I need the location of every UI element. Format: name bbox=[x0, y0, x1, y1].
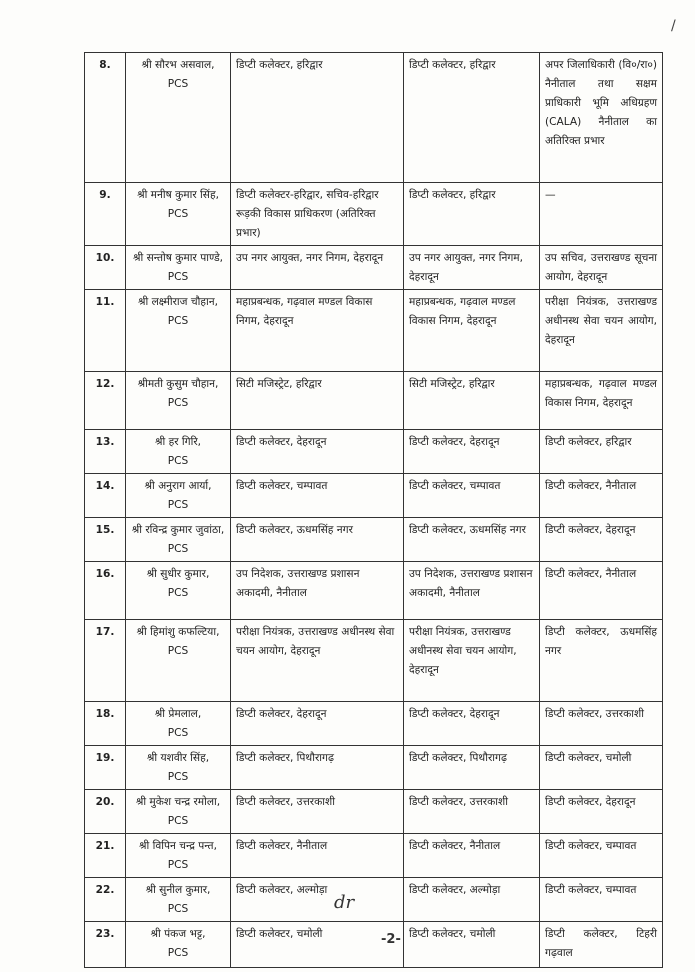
table-row bbox=[85, 620, 663, 702]
additional-charge: डिप्टी कलेक्टर, नैनीताल bbox=[540, 474, 663, 518]
table-row bbox=[85, 746, 663, 790]
additional-charge: डिप्टी कलेक्टर, देहरादून bbox=[540, 790, 663, 834]
new-posting: डिप्टी कलेक्टर, हरिद्वार bbox=[404, 183, 540, 246]
signature: dr bbox=[334, 892, 355, 913]
serial-number: 16. bbox=[85, 562, 126, 620]
additional-charge: परीक्षा नियंत्रक, उत्तराखण्ड अधीनस्थ सेवा चयन आयोग, देहरादून bbox=[540, 290, 663, 372]
officer-name: श्री अनुराग आर्या, bbox=[144, 480, 212, 492]
table-row bbox=[85, 922, 663, 968]
officer-name-cell bbox=[126, 562, 231, 620]
page-number: -2- bbox=[381, 932, 401, 947]
current-posting: डिप्टी कलेक्टर, चमोली bbox=[231, 922, 404, 968]
current-posting: डिप्टी कलेक्टर, देहरादून bbox=[231, 430, 404, 474]
officer-name: श्री मुकेश चन्द्र रमोला, bbox=[135, 796, 221, 808]
additional-charge: डिप्टी कलेक्टर, चमोली bbox=[540, 746, 663, 790]
table-row bbox=[85, 878, 663, 922]
officer-name-cell bbox=[126, 53, 231, 183]
officer-name-cell bbox=[126, 372, 231, 430]
new-posting: डिप्टी कलेक्टर, हरिद्वार bbox=[404, 53, 540, 183]
officer-name: श्री हिमांशु कफल्टिया, bbox=[136, 626, 220, 638]
current-posting: डिप्टी कलेक्टर, ऊधमसिंह नगर bbox=[231, 518, 404, 562]
officer-name: श्री हर गिरि, bbox=[154, 436, 202, 448]
current-posting: डिप्टी कलेक्टर, चम्पावत bbox=[231, 474, 404, 518]
officer-name-cell bbox=[126, 790, 231, 834]
new-posting: परीक्षा नियंत्रक, उत्तराखण्ड अधीनस्थ सेवा चयन आयोग, देहरादून bbox=[404, 620, 540, 702]
officer-name: श्री सुनील कुमार, bbox=[145, 884, 211, 896]
new-posting: उप निदेशक, उत्तराखण्ड प्रशासन अकादमी, नैनीताल bbox=[404, 562, 540, 620]
new-posting: डिप्टी कलेक्टर, देहरादून bbox=[404, 702, 540, 746]
transfer-table bbox=[84, 52, 663, 968]
officer-name-cell bbox=[126, 834, 231, 878]
service-tag: PCS bbox=[167, 771, 189, 783]
additional-charge: डिप्टी कलेक्टर, उत्तरकाशी bbox=[540, 702, 663, 746]
serial-number: 23. bbox=[85, 922, 126, 968]
margin-mark: / bbox=[671, 18, 676, 34]
service-tag: PCS bbox=[167, 645, 189, 657]
current-posting: डिप्टी कलेक्टर, पिथौरागढ़ bbox=[231, 746, 404, 790]
current-posting: डिप्टी कलेक्टर-हरिद्वार, सचिव-हरिद्वार रूड़की विकास प्राधिकरण (अतिरिक्त प्रभार) bbox=[231, 183, 404, 246]
serial-number: 14. bbox=[85, 474, 126, 518]
officer-name-cell bbox=[126, 430, 231, 474]
additional-charge: डिप्टी कलेक्टर, देहरादून bbox=[540, 518, 663, 562]
current-posting: उप नगर आयुक्त, नगर निगम, देहरादून bbox=[231, 246, 404, 290]
service-tag: PCS bbox=[167, 587, 189, 599]
table-row bbox=[85, 183, 663, 246]
current-posting: डिप्टी कलेक्टर, नैनीताल bbox=[231, 834, 404, 878]
table-row bbox=[85, 834, 663, 878]
serial-number: 9. bbox=[85, 183, 126, 246]
officer-name-cell bbox=[126, 290, 231, 372]
additional-charge: अपर जिलाधिकारी (वि०/रा०) नैनीताल तथा सक्षम प्राधिकारी भूमि अधिग्रहण (CALA) नैनीताल का अतिरिक्त प्रभार bbox=[540, 53, 663, 183]
new-posting: डिप्टी कलेक्टर, अल्मोड़ा bbox=[404, 878, 540, 922]
serial-number: 19. bbox=[85, 746, 126, 790]
serial-number: 21. bbox=[85, 834, 126, 878]
new-posting: सिटी मजिस्ट्रेट, हरिद्वार bbox=[404, 372, 540, 430]
serial-number: 10. bbox=[85, 246, 126, 290]
additional-charge: डिप्टी कलेक्टर, चम्पावत bbox=[540, 834, 663, 878]
service-tag: PCS bbox=[167, 815, 189, 827]
new-posting: डिप्टी कलेक्टर, नैनीताल bbox=[404, 834, 540, 878]
serial-number: 15. bbox=[85, 518, 126, 562]
service-tag: PCS bbox=[167, 78, 189, 90]
officer-name: श्री सौरभ असवाल, bbox=[141, 59, 215, 71]
officer-name: श्री प्रेमलाल, bbox=[154, 708, 202, 720]
serial-number: 17. bbox=[85, 620, 126, 702]
officer-name: श्री रविन्द्र कुमार जुवांठा, bbox=[131, 524, 225, 536]
new-posting: महाप्रबन्धक, गढ़वाल मण्डल विकास निगम, देहरादून bbox=[404, 290, 540, 372]
current-posting: डिप्टी कलेक्टर, अल्मोड़ा bbox=[231, 878, 404, 922]
table-row bbox=[85, 790, 663, 834]
new-posting: डिप्टी कलेक्टर, देहरादून bbox=[404, 430, 540, 474]
officer-name: श्री सन्तोष कुमार पाण्डे, bbox=[132, 252, 224, 264]
service-tag: PCS bbox=[167, 315, 189, 327]
serial-number: 22. bbox=[85, 878, 126, 922]
service-tag: PCS bbox=[167, 859, 189, 871]
new-posting: डिप्टी कलेक्टर, ऊधमसिंह नगर bbox=[404, 518, 540, 562]
officer-name-cell bbox=[126, 702, 231, 746]
current-posting: सिटी मजिस्ट्रेट, हरिद्वार bbox=[231, 372, 404, 430]
additional-charge: डिप्टी कलेक्टर, टिहरी गढ़वाल bbox=[540, 922, 663, 968]
serial-number: 13. bbox=[85, 430, 126, 474]
table-row bbox=[85, 246, 663, 290]
current-posting: महाप्रबन्धक, गढ़वाल मण्डल विकास निगम, देहरादून bbox=[231, 290, 404, 372]
table-row bbox=[85, 430, 663, 474]
officer-name: श्री मनीष कुमार सिंह, bbox=[137, 189, 219, 201]
table-row bbox=[85, 562, 663, 620]
table-row bbox=[85, 53, 663, 183]
service-tag: PCS bbox=[167, 903, 189, 915]
officer-name: श्रीमती कुसुम चौहान, bbox=[137, 378, 219, 390]
table-row bbox=[85, 290, 663, 372]
table-row bbox=[85, 372, 663, 430]
service-tag: PCS bbox=[167, 271, 189, 283]
additional-charge: डिप्टी कलेक्टर, नैनीताल bbox=[540, 562, 663, 620]
service-tag: PCS bbox=[167, 543, 189, 555]
new-posting: डिप्टी कलेक्टर, पिथौरागढ़ bbox=[404, 746, 540, 790]
serial-number: 11. bbox=[85, 290, 126, 372]
serial-number: 18. bbox=[85, 702, 126, 746]
current-posting: उप निदेशक, उत्तराखण्ड प्रशासन अकादमी, नैनीताल bbox=[231, 562, 404, 620]
new-posting: उप नगर आयुक्त, नगर निगम, देहरादून bbox=[404, 246, 540, 290]
new-posting: डिप्टी कलेक्टर, उत्तरकाशी bbox=[404, 790, 540, 834]
additional-charge: डिप्टी कलेक्टर, ऊधमसिंह नगर bbox=[540, 620, 663, 702]
table-row bbox=[85, 518, 663, 562]
service-tag: PCS bbox=[167, 499, 189, 511]
officer-name: श्री सुधीर कुमार, bbox=[146, 568, 210, 580]
serial-number: 8. bbox=[85, 53, 126, 183]
officer-name-cell bbox=[126, 620, 231, 702]
current-posting: डिप्टी कलेक्टर, हरिद्वार bbox=[231, 53, 404, 183]
service-tag: PCS bbox=[167, 947, 189, 959]
service-tag: PCS bbox=[167, 727, 189, 739]
new-posting: डिप्टी कलेक्टर, चम्पावत bbox=[404, 474, 540, 518]
officer-name: श्री लक्ष्मीराज चौहान, bbox=[138, 296, 218, 308]
officer-name-cell bbox=[126, 746, 231, 790]
additional-charge: डिप्टी कलेक्टर, चम्पावत bbox=[540, 878, 663, 922]
table-row bbox=[85, 702, 663, 746]
current-posting: डिप्टी कलेक्टर, उत्तरकाशी bbox=[231, 790, 404, 834]
officer-name: श्री यशवीर सिंह, bbox=[146, 752, 210, 764]
current-posting: परीक्षा नियंत्रक, उत्तराखण्ड अधीनस्थ सेवा चयन आयोग, देहरादून bbox=[231, 620, 404, 702]
serial-number: 12. bbox=[85, 372, 126, 430]
officer-name: श्री विपिन चन्द्र पन्त, bbox=[139, 840, 217, 852]
officer-name-cell bbox=[126, 183, 231, 246]
officer-name-cell bbox=[126, 246, 231, 290]
new-posting: डिप्टी कलेक्टर, चमोली bbox=[404, 922, 540, 968]
additional-charge: — bbox=[540, 183, 663, 246]
service-tag: PCS bbox=[167, 455, 189, 467]
serial-number: 20. bbox=[85, 790, 126, 834]
service-tag: PCS bbox=[167, 397, 189, 409]
current-posting: डिप्टी कलेक्टर, देहरादून bbox=[231, 702, 404, 746]
officer-name: श्री पंकज भट्ट, bbox=[150, 928, 206, 940]
additional-charge: डिप्टी कलेक्टर, हरिद्वार bbox=[540, 430, 663, 474]
additional-charge: उप सचिव, उत्तराखण्ड सूचना आयोग, देहरादून bbox=[540, 246, 663, 290]
table-body bbox=[85, 53, 663, 968]
officer-name-cell bbox=[126, 474, 231, 518]
service-tag: PCS bbox=[167, 208, 189, 220]
officer-name-cell bbox=[126, 922, 231, 968]
officer-name-cell bbox=[126, 878, 231, 922]
officer-name-cell bbox=[126, 518, 231, 562]
table-row bbox=[85, 474, 663, 518]
additional-charge: महाप्रबन्धक, गढ़वाल मण्डल विकास निगम, देहरादून bbox=[540, 372, 663, 430]
